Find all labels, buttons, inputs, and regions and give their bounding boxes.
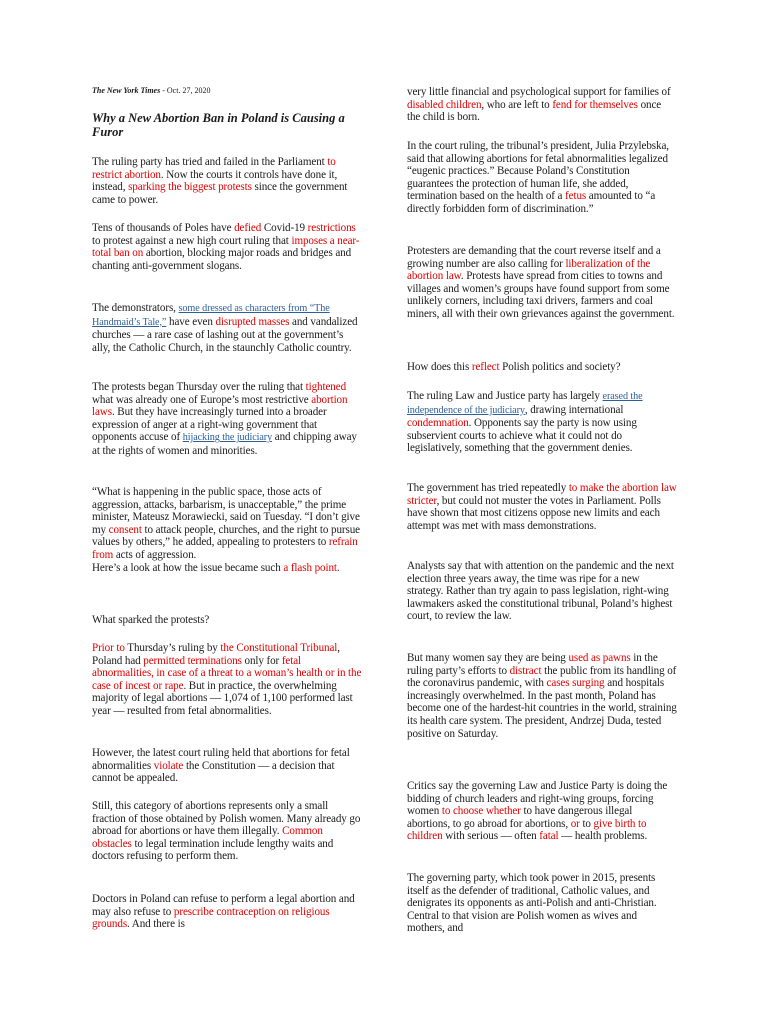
highlighted-phrase: a flash point xyxy=(283,561,337,574)
text-run: and vandalized churches — a rare case of lashing out at the government’s ally, the Catholic Church, in the staunchly Catholic country. xyxy=(92,315,358,354)
text-run: How does this xyxy=(407,361,472,373)
text-run: since the government came to power. xyxy=(92,181,348,206)
highlighted-phrase: fetal abnormalities, in case of a threat to a woman’s health or in the case of incest or rape xyxy=(92,654,362,692)
text-run: only for xyxy=(241,654,282,667)
highlighted-phrase: to make the abortion law stricter xyxy=(407,482,677,507)
highlighted-phrase: used as pawns xyxy=(568,652,631,664)
highlighted-phrase: to choose whether xyxy=(441,805,521,818)
text-run: The ruling Law and Justice party has largely xyxy=(407,390,603,402)
text-run: Analysts say that with attention on the pandemic and the next election three years away, the time was ripe for a new strategy. Rather than try again to pass legislation, right-wing lawmakers asked the constitutional tribunal, Poland’s highest court, to review the law. xyxy=(407,560,674,623)
text-run: Here’s a look at how the issue became such xyxy=(92,561,284,574)
text-run: The government has tried repeatedly xyxy=(407,482,569,494)
highlighted-phrase: Prior to xyxy=(92,642,125,654)
text-run: Still, this category of abortions represents only a small fraction of those obtained by Polish women. Many already go abroad for abortions or have them illegally. xyxy=(92,800,361,838)
byline xyxy=(92,86,210,95)
text-run: Critics say the governing Law and Justice Party is doing the bidding of church leaders and right-wing groups, forcing women xyxy=(407,780,668,818)
text-run: to have dangerous illegal abortions, to go abroad for abortions, xyxy=(407,805,633,830)
text-run: In the court ruling, the tribunal’s president, Julia Przylebska, said that allowing abortions for fetal abnormalities legalized “eugenic practices.” Because Poland’s Constitution guarantees the protection of human life, she added, termination based on the health of a xyxy=(407,140,669,203)
right-paragraph xyxy=(407,482,677,532)
text-run: Polish politics and society? xyxy=(499,361,621,373)
right-paragraph xyxy=(407,86,677,124)
text-run: in the ruling party’s efforts to xyxy=(407,652,658,677)
text-run: , who are left to xyxy=(481,98,553,111)
text-run: . And there is xyxy=(127,918,185,931)
text-run: The protests began Thursday over the ruling that xyxy=(92,381,306,393)
text-run: . But they have increasingly turned into a broader expression of anger at a right-wing government that opponents accuse of xyxy=(92,406,327,444)
highlighted-phrase: reflect xyxy=(471,361,500,373)
text-run: with serious — often xyxy=(442,830,540,843)
highlighted-phrase: Common obstacles xyxy=(92,825,323,850)
text-run: Doctors in Poland can refuse to perform a legal abortion and may also refuse to xyxy=(92,893,355,918)
byline-date: Oct. 27, 2020 xyxy=(166,86,211,95)
text-run: , Poland had xyxy=(92,642,340,667)
highlighted-phrase: consent xyxy=(108,523,142,536)
text-run: — health problems. xyxy=(558,830,648,843)
right-paragraph xyxy=(407,560,677,623)
highlighted-phrase: permitted terminations xyxy=(143,654,242,667)
right-paragraph xyxy=(407,780,677,843)
highlighted-phrase: give birth to children xyxy=(407,817,647,843)
left-paragraph xyxy=(92,381,362,458)
highlighted-phrase: condemnation xyxy=(407,417,469,430)
text-run: Tens of thousands of Poles have xyxy=(92,222,235,234)
left-paragraph xyxy=(92,800,362,863)
highlighted-phrase: sparking the biggest protests xyxy=(128,181,252,194)
text-run: once the child is born. xyxy=(407,98,662,124)
text-run: to attack people, churches, and the right to pursue values by others,” he added, appealing to protesters to xyxy=(92,523,361,549)
text-run: . xyxy=(336,561,340,574)
left-section-heading xyxy=(92,614,362,627)
text-run: the Constitution — a decision that cannot be appealed. xyxy=(92,759,335,785)
highlighted-phrase: fend for themselves xyxy=(552,98,638,111)
left-paragraph xyxy=(92,642,362,718)
left-paragraph xyxy=(92,893,362,931)
highlighted-phrase: imposes a near-total ban on xyxy=(92,234,360,260)
text-run: Covid-19 xyxy=(261,222,308,234)
text-run: to protest against a new high court ruling that xyxy=(92,234,292,247)
highlighted-phrase: to restrict abortion xyxy=(92,156,336,181)
article-title: Why a New Abortion Ban in Poland is Causing a Furor xyxy=(92,111,345,139)
highlighted-phrase: fetus xyxy=(565,190,587,203)
right-paragraph xyxy=(407,140,677,216)
text-run: The governing party, which took power in 2015, presents itself as the defender of traditional, Catholic values, and denigrates its opponents as anti-Polish and anti-Christian. Central to that vision are Polish women as wives and mothers, and xyxy=(407,872,657,935)
text-run: very little financial and psychological support for families of xyxy=(407,86,671,98)
text-run: Protesters are demanding that the court reverse itself and a growing number are also calling for xyxy=(407,245,661,270)
text-run: But many women say they are being xyxy=(407,652,569,664)
left-paragraph xyxy=(92,156,362,206)
article-link[interactable]: some dressed as characters from “The Handmaid’s Tale,” xyxy=(92,303,330,328)
highlighted-phrase: tightened xyxy=(305,381,347,393)
right-paragraph xyxy=(407,872,677,935)
highlighted-phrase: the Constitutional Tribunal xyxy=(220,642,338,654)
text-run: the public from its handling of the coronavirus pandemic, with xyxy=(407,664,677,690)
left-paragraph xyxy=(92,302,362,354)
text-run: Thursday’s ruling by xyxy=(124,642,221,654)
text-run: to legal termination include lengthy waits and doctors refusing to perform them. xyxy=(92,837,334,863)
text-run: What sparked the protests? xyxy=(92,614,210,626)
left-paragraph xyxy=(92,486,362,574)
highlighted-phrase: refrain from xyxy=(92,536,358,561)
highlighted-phrase: distract xyxy=(509,664,542,677)
text-run: have even xyxy=(166,315,216,328)
byline-separator: - xyxy=(160,86,167,95)
text-run: . Protests have spread from cities to towns and villages and women’s groups have found support from some unlikely corners, including taxi drivers, farmers and coal miners, all with their own grievances against the government. xyxy=(407,270,675,320)
text-run: , but could not muster the votes in Parliament. Polls have shown that most citizens oppose new limits and each attempt was met with mass demonstrations. xyxy=(407,494,661,532)
text-run: . Opponents say the party is now using subservient courts to achieve what it could not do legislatively, something that the government denies. xyxy=(407,417,637,455)
article-link[interactable]: erased the independence of the judiciary xyxy=(407,391,643,416)
left-paragraph xyxy=(92,747,362,785)
text-run: what was already one of Europe’s most restrictive xyxy=(92,393,312,406)
text-run: “What is happening in the public space, those acts of aggression, attacks, barbarism, is unacceptable,” the prime minister, Mateusz Morawiecki, said on Tuesday. “I don’t give my xyxy=(92,486,360,536)
byline-source: The New York Times xyxy=(92,86,161,95)
text-run: to xyxy=(579,817,594,830)
left-paragraph xyxy=(92,222,362,272)
right-paragraph xyxy=(407,390,677,455)
highlighted-phrase: prescribe contraception on religious grounds xyxy=(92,905,330,931)
highlighted-phrase: or xyxy=(570,817,580,830)
right-paragraph xyxy=(407,245,677,321)
article-link[interactable]: hijacking the judiciary xyxy=(182,432,273,444)
text-run: The demonstrators, xyxy=(92,302,179,314)
highlighted-phrase: liberalization of the abortion law xyxy=(407,257,651,283)
highlighted-phrase: cases surging xyxy=(546,677,605,690)
text-run: and chipping away at the rights of women and minorities. xyxy=(92,431,357,457)
text-run: acts of aggression. xyxy=(113,548,197,561)
text-run: . But in practice, the overwhelming majority of legal abortions — 1,074 of 1,100 performed last year — resulted from fetal abnormalities. xyxy=(92,679,353,717)
highlighted-phrase: restrictions xyxy=(307,222,356,234)
highlighted-phrase: fatal xyxy=(539,830,559,843)
highlighted-phrase: defied xyxy=(234,222,262,234)
right-section-heading xyxy=(407,361,677,374)
text-run: and hospitals increasingly overwhelmed. In the past month, Poland has become one of the hardest-hit countries in the world, straining its health care system. The president, Andrzej Duda, tested positive on Saturday. xyxy=(407,677,677,740)
highlighted-phrase: disrupted masses xyxy=(215,315,290,328)
text-run: abortion, blocking major roads and bridges and chanting anti-government slogans. xyxy=(92,247,352,272)
highlighted-phrase: abortion laws xyxy=(92,393,348,419)
text-run: However, the latest court ruling held that abortions for fetal abnormalities xyxy=(92,747,350,772)
text-run: . Now the courts it controls have done it, instead, xyxy=(92,168,338,194)
right-paragraph xyxy=(407,652,677,740)
text-run: amounted to “a directly forbidden form of discrimination.” xyxy=(407,190,656,215)
text-run: , drawing international xyxy=(524,403,624,416)
text-run: The ruling party has tried and failed in the Parliament xyxy=(92,156,328,168)
highlighted-phrase: violate xyxy=(153,759,184,772)
highlighted-phrase: disabled children xyxy=(407,98,482,111)
